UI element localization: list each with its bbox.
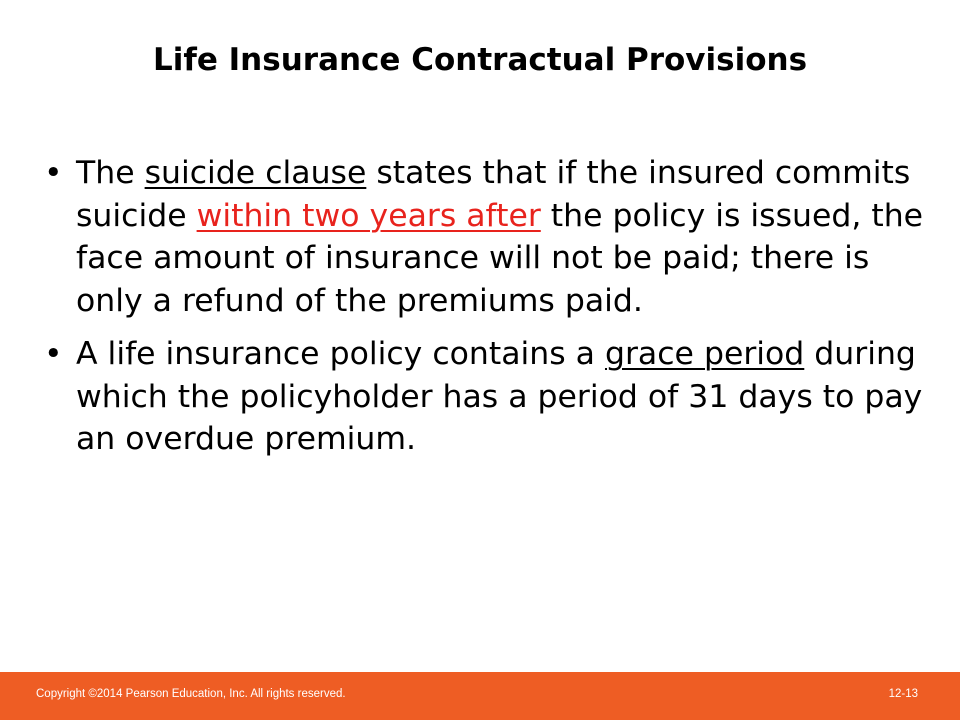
footer-bar bbox=[0, 672, 960, 720]
bullet-text: The bbox=[76, 155, 145, 191]
bullet-list bbox=[44, 152, 924, 472]
bullet-text: states that if the insured commits suicide bbox=[76, 155, 911, 234]
footer-page-number: 12-13 bbox=[888, 688, 918, 700]
term-suicide-clause: suicide clause bbox=[144, 155, 367, 191]
bullet-grace-period bbox=[44, 333, 924, 461]
bullet-text: A life insurance policy contains a bbox=[76, 336, 605, 372]
slide-title: Life Insurance Contractual Provisions bbox=[152, 42, 808, 78]
bullet-text: during which the policyholder has a period of 31 days to pay an overdue premium. bbox=[76, 336, 923, 457]
bullet-suicide-clause bbox=[44, 152, 924, 322]
highlight-within-two-years: within two years after bbox=[196, 197, 541, 234]
bullet-marker: • bbox=[44, 155, 63, 191]
footer-copyright: Copyright ©2014 Pearson Education, Inc. All rights reserved. bbox=[36, 688, 346, 700]
bullet-text: the policy is issued, the face amount of insurance will not be paid; there is only a refund of the premiums paid. bbox=[76, 197, 924, 319]
term-grace-period: grace period bbox=[604, 336, 805, 372]
bullet-marker: • bbox=[44, 336, 63, 372]
